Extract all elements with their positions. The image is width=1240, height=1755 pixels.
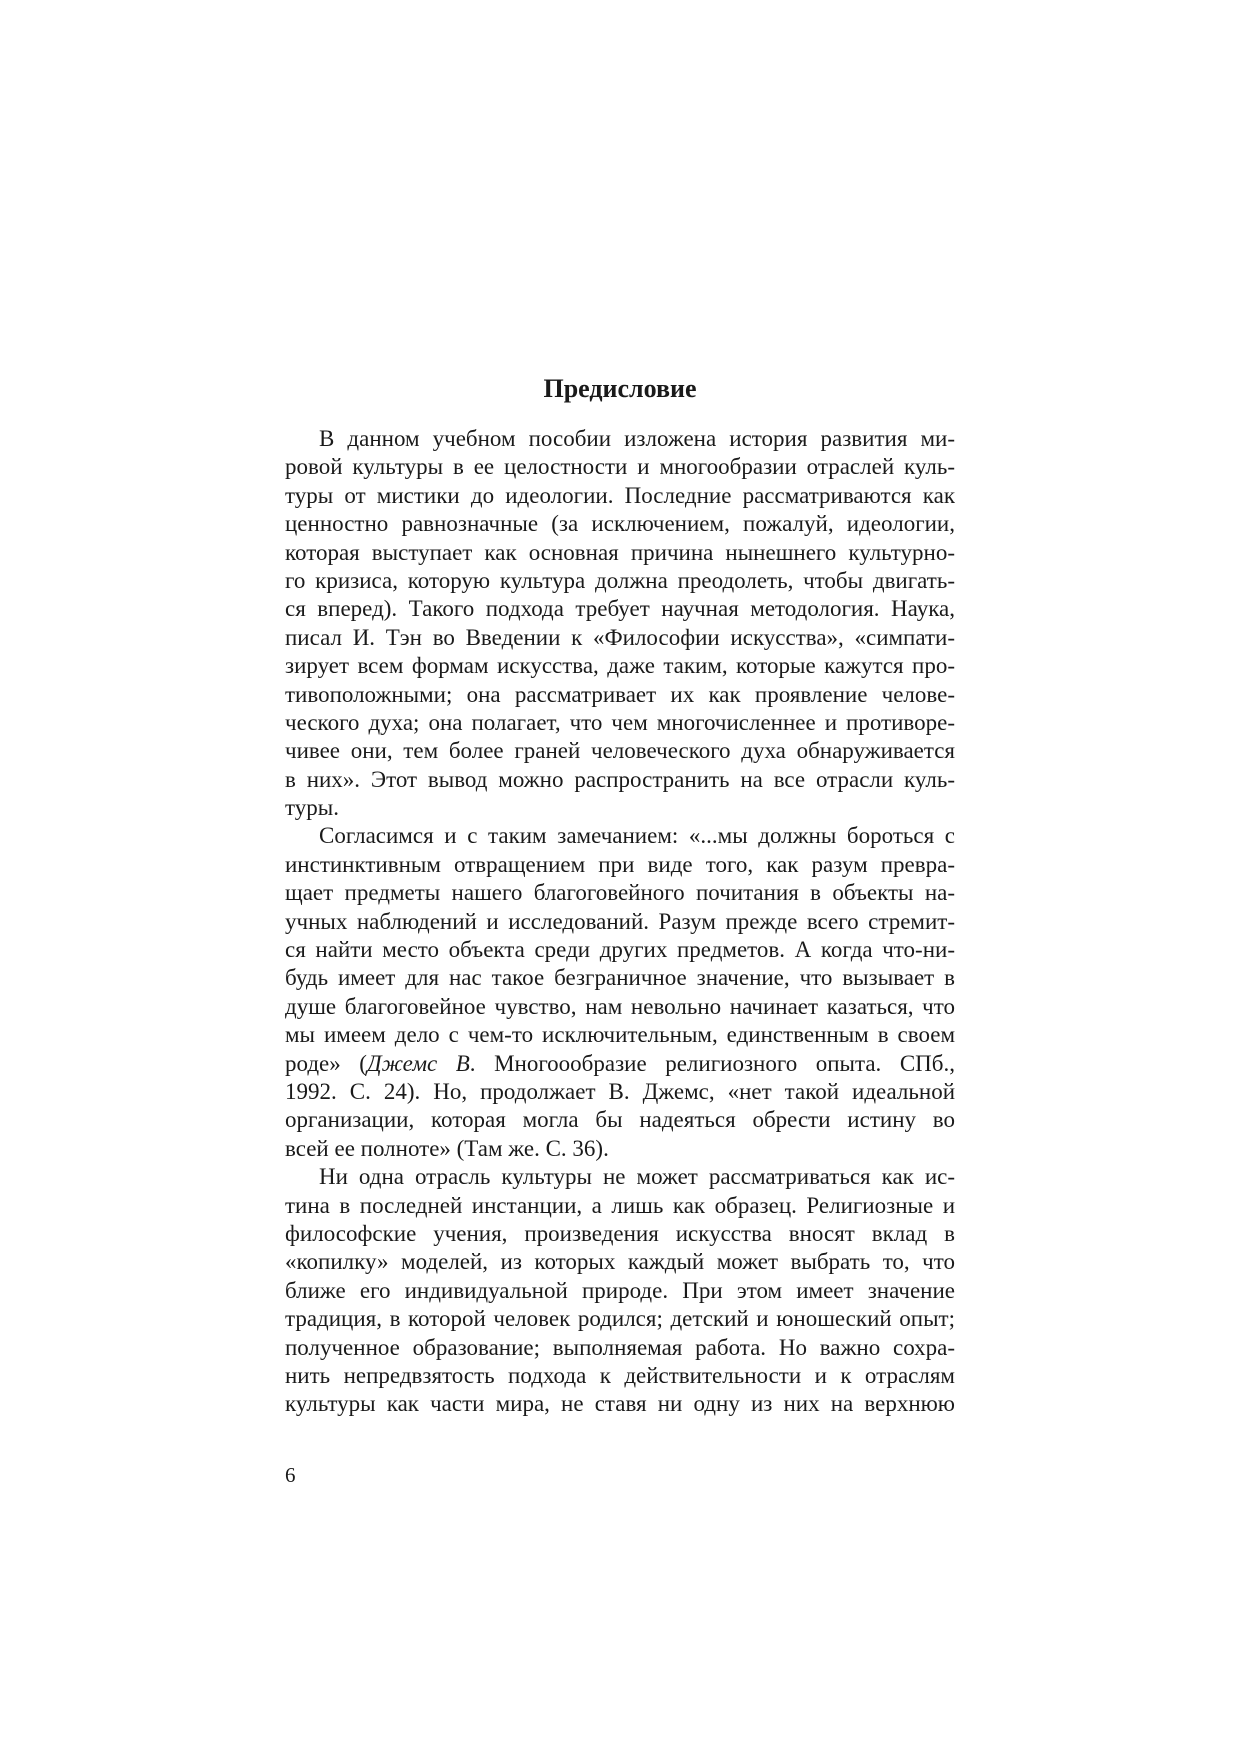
text-line: которая выступает как основная причина нынешнего культурно-	[285, 539, 955, 565]
text-line: ся найти место объекта среди других предметов. А когда что-ни-	[285, 937, 955, 963]
text-line: учных наблюдений и исследований. Разум прежде всего стремит-	[285, 908, 955, 934]
text-line: полученное образование; выполняемая работа. Но важно сохра-	[285, 1334, 955, 1360]
text-line: тина в последней инстанции, а лишь как образец. Религиозные и	[285, 1192, 955, 1218]
text-line: в них». Этот вывод можно распространить на все отрасли куль-	[285, 766, 955, 792]
citation-author: Джемс В	[366, 1050, 470, 1076]
text-line: зирует всем формам искусства, даже таким, которые кажутся про-	[285, 653, 955, 679]
text-line: культуры как части мира, не ставя ни одну из них на верхнюю	[285, 1391, 955, 1417]
text-line: Ни одна отрасль культуры не может рассматриваться как ис-	[319, 1164, 955, 1190]
text-fragment: . Многоообразие религиозного опыта. СПб.,	[469, 1050, 955, 1076]
text-line: ровой культуры в ее целостности и многообразии отраслей куль-	[285, 454, 955, 480]
text-line: туры.	[285, 795, 339, 821]
text-line: 1992. С. 24). Но, продолжает В. Джемс, «нет такой идеальной	[285, 1078, 955, 1104]
text-line: философские учения, произведения искусства вносят вклад в	[285, 1220, 955, 1246]
text-line: тивоположными; она рассматривает их как проявление челове-	[285, 681, 955, 707]
text-line: туры от мистики до идеологии. Последние рассматриваются как	[285, 482, 955, 508]
text-line: Согласимся и с таким замечанием: «...мы должны бороться с	[319, 823, 955, 849]
text-line: ценностно равнозначные (за исключением, пожалуй, идеологии,	[285, 511, 955, 537]
text-fragment: роде» (	[285, 1050, 367, 1076]
text-line: В данном учебном пособии изложена история развития ми-	[319, 426, 955, 451]
text-line: всей ее полноте» (Там же. С. 36).	[285, 1135, 609, 1161]
text-line: нить непредвзятость подхода к действительности и к отраслям	[285, 1362, 955, 1388]
text-line: «копилку» моделей, из которых каждый может выбрать то, что	[285, 1249, 955, 1275]
text-line: ся вперед). Такого подхода требует научная методология. Наука,	[285, 596, 955, 622]
page-number: 6	[285, 1463, 296, 1487]
text-line: инстинктивным отвращением при виде того, как разум превра-	[285, 851, 955, 877]
text-line: ближе его индивидуальной природе. При этом имеет значение	[285, 1277, 955, 1303]
text-line: ческого духа; она полагает, что чем многочисленнее и противоре-	[285, 709, 955, 735]
text-line: будь имеет для нас такое безграничное значение, что вызывает в	[285, 965, 955, 991]
text-line: писал И. Тэн во Введении к «Философии искусства», «симпати-	[285, 624, 955, 650]
text-line: традиция, в которой человек родился; детский и юношеский опыт;	[285, 1306, 955, 1332]
text-line: щает предметы нашего благоговейного почитания в объекты на-	[285, 880, 955, 906]
text-line: мы имеем дело с чем-то исключительным, единственным в своем	[285, 1022, 955, 1048]
text-line: душе благоговейное чувство, нам невольно начинает казаться, что	[285, 993, 955, 1019]
text-line: го кризиса, которую культура должна преодолеть, чтобы двигать-	[285, 567, 955, 593]
body-text	[285, 425, 955, 1419]
page-title: Предисловие	[543, 374, 697, 403]
text-line: чивее они, тем более граней человеческого духа обнаруживается	[285, 738, 955, 764]
text-line: организации, которая могла бы надеяться обрести истину во	[285, 1107, 955, 1133]
text-line-with-citation	[285, 1050, 955, 1078]
